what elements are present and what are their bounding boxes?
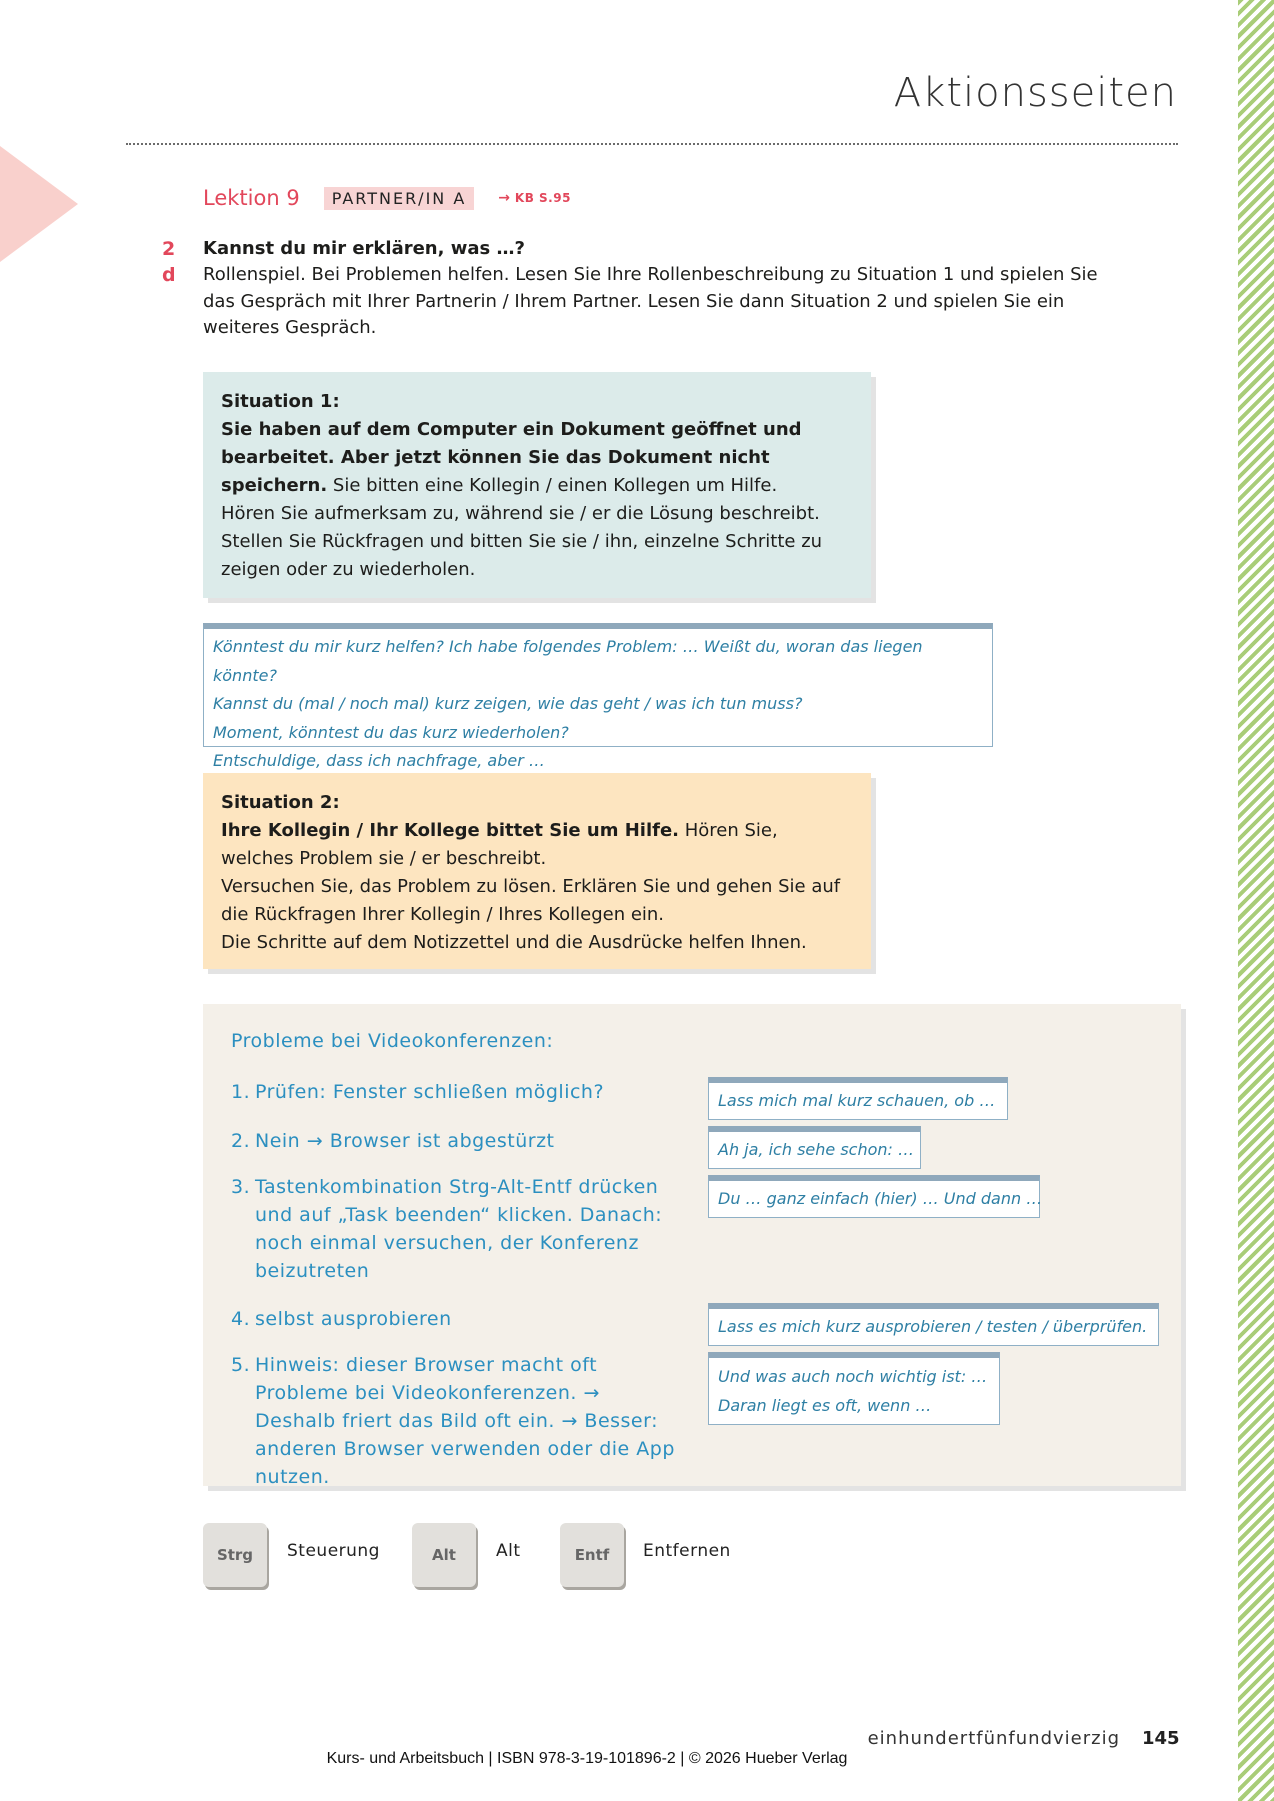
key-strg: Strg	[203, 1523, 267, 1587]
notepad-title: Probleme bei Videokonferenzen:	[231, 1030, 554, 1052]
notepad	[203, 1004, 1181, 1486]
exercise-title: Kannst du mir erklären, was …?	[203, 238, 525, 259]
lesson-label: Lektion 9	[203, 186, 300, 210]
note-item: 3. Tastenkombination Strg-Alt-Entf drücken und auf „Task beenden“ klicken. Danach: noch einmal versuchen, der Konferenz beizutreten	[231, 1176, 663, 1282]
situation-1-line3: Stellen Sie Rückfragen und bitten Sie sie / ihn, einzelne Schritte zu zeigen oder zu wiederholen.	[221, 531, 823, 580]
situation-1-heading: Situation 1:	[221, 391, 340, 412]
lesson-header	[203, 184, 571, 212]
phrase-item: Könntest du mir kurz helfen? Ich habe folgendes Problem: … Weißt du, woran das liegen könnte?	[213, 637, 923, 685]
phrase-item: Kannst du (mal / noch mal) kurz zeigen, wie das geht / was ich tun muss?	[213, 694, 803, 713]
page-number: 145	[1142, 1728, 1180, 1749]
key-alt: Alt	[412, 1523, 476, 1587]
note-item: 5. Hinweis: dieser Browser macht oft Probleme bei Videokonferenzen. → Deshalb friert das Bild oft ein. → Besser: anderen Browser verwenden oder die App nutzen.	[231, 1354, 675, 1488]
situation-1-line2: Hören Sie aufmerksam zu, während sie / er die Lösung beschreibt.	[221, 503, 820, 524]
phrase-item: Moment, könntest du das kurz wiederholen?	[213, 722, 569, 742]
key-label: Alt	[496, 1541, 521, 1561]
speech-box: Ah ja, ich sehe schon: …	[708, 1126, 921, 1169]
speech-box: Lass es mich kurz ausprobieren / testen / überprüfen.	[708, 1303, 1159, 1346]
divider	[126, 143, 1178, 145]
partner-badge: PARTNER/IN A	[324, 187, 475, 210]
arrow-icon: →	[498, 190, 511, 206]
decorative-stripe	[1238, 0, 1274, 1801]
kb-reference[interactable]	[498, 190, 571, 206]
page-title: Aktionsseiten	[893, 70, 1177, 116]
situation-2-text: Ihre Kollegin / Ihr Kollege bittet Sie um Hilfe. Hören Sie, welches Problem sie / er beschreibt.	[221, 820, 778, 869]
note-item: 4. selbst ausprobieren	[231, 1308, 452, 1330]
situation-2-heading: Situation 2:	[221, 792, 340, 813]
phrase-item: Entschuldige, dass ich nachfrage, aber …	[213, 751, 545, 770]
speech-box: Und was auch noch wichtig ist: … Daran liegt es oft, wenn …	[708, 1352, 1000, 1425]
situation-1-box	[203, 372, 871, 598]
note-item: 1. Prüfen: Fenster schließen möglich?	[231, 1081, 605, 1103]
imprint: Kurs- und Arbeitsbuch | ISBN 978-3-19-101896-2 | © 2026 Hueber Verlag	[326, 1750, 848, 1767]
phrase-box-situation-1	[203, 623, 993, 770]
situation-2-box	[203, 773, 871, 969]
decorative-triangle	[0, 146, 78, 262]
key-label: Entfernen	[643, 1541, 731, 1561]
key-label: Steuerung	[287, 1541, 380, 1561]
speech-box: Du … ganz einfach (hier) … Und dann …	[708, 1175, 1040, 1218]
page-number-word: einhundertfünfundvierzig	[867, 1728, 1120, 1749]
key-entf: Entf	[560, 1523, 624, 1587]
speech-box: Lass mich mal kurz schauen, ob …	[708, 1077, 1008, 1120]
note-item: 2. Nein → Browser ist abgestürzt	[231, 1130, 555, 1152]
situation-2-line3: Die Schritte auf dem Notizzettel und die Ausdrücke helfen Ihnen.	[221, 932, 807, 953]
kb-reference-label: KB S.95	[514, 191, 571, 205]
exercise-number: 2 d	[162, 238, 176, 286]
exercise-instruction: Rollenspiel. Bei Problemen helfen. Lesen Sie Ihre Rollenbeschreibung zu Situation 1 und spielen Sie das Gespräch mit Ihrer Partnerin / Ihrem Partner. Lesen Sie dann Situation 2 und spielen Sie ein weiteres Gespräch.	[203, 264, 1098, 338]
situation-1-text: Sie haben auf dem Computer ein Dokument geöffnet und bearbeitet. Aber jetzt können Sie das Dokument nicht speichern. Sie bitten eine Kollegin / einen Kollegen um Hilfe.	[221, 419, 802, 496]
situation-2-line2: Versuchen Sie, das Problem zu lösen. Erklären Sie und gehen Sie auf die Rückfragen Ihrer Kollegin / Ihres Kollegen ein.	[221, 876, 841, 925]
